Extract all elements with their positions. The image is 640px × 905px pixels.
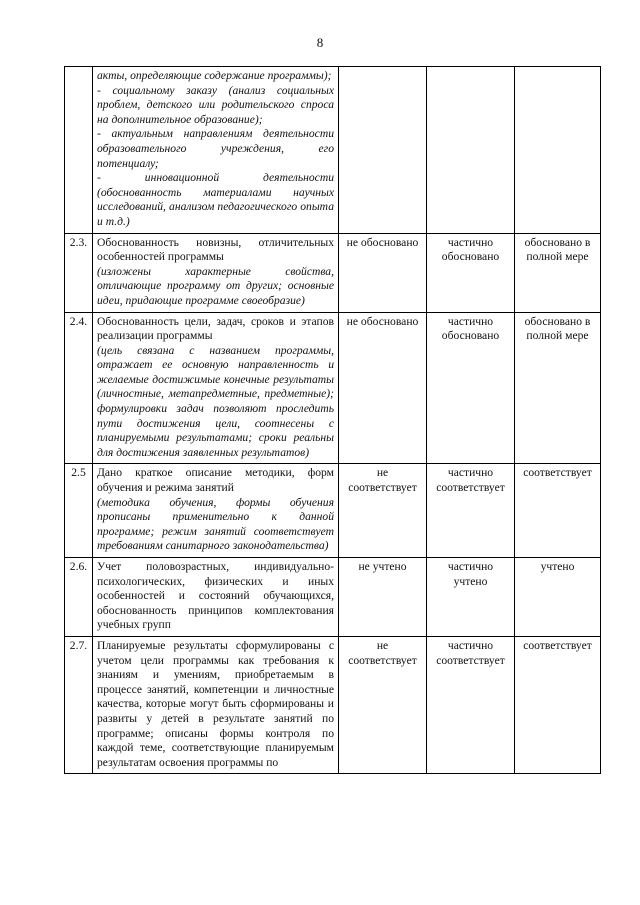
rating-low-cell: не соответствует [339, 464, 427, 558]
row-number: 2.4. [65, 312, 93, 464]
evaluation-table-body [65, 67, 601, 774]
criterion-text: Дано краткое описание методики, форм обучения и режима занятий [97, 466, 334, 495]
criterion-cell [93, 67, 339, 234]
criterion-explanation: - актуальным направлениям деятельности образовательного учреждения, его потенциалу; [97, 127, 334, 170]
row-number: 2.7. [65, 636, 93, 773]
criterion-explanation: - социальному заказу (анализ социальных проблем, детского или родительского спроса на дополнительное образование); [97, 83, 334, 126]
table-row [65, 67, 601, 234]
rating-low-cell: не учтено [339, 558, 427, 637]
rating-partial-cell: частично обосновано [427, 233, 515, 312]
rating-partial-cell: частично соответствует [427, 464, 515, 558]
criterion-text: Обоснованность цели, задач, сроков и этапов реализации программы [97, 314, 334, 343]
criterion-cell [93, 636, 339, 773]
page-number: 8 [316, 35, 324, 50]
criterion-explanation: (изложены характерные свойства, отличающие программу от других; основные идеи, придающие программе своеобразие) [97, 264, 334, 307]
table-row [65, 558, 601, 637]
criterion-cell [93, 312, 339, 464]
table-row [65, 636, 601, 773]
evaluation-table [64, 66, 601, 774]
criterion-cell [93, 233, 339, 312]
rating-full-cell: соответствует [515, 636, 601, 773]
criterion-cell [93, 464, 339, 558]
rating-full-cell [515, 67, 601, 234]
rating-partial-cell: частично обосновано [427, 312, 515, 464]
row-number: 2.5 [65, 464, 93, 558]
row-number [65, 67, 93, 234]
criterion-text: Обоснованность новизны, отличительных особенностей программы [97, 235, 334, 264]
criterion-cell [93, 558, 339, 637]
rating-low-cell [339, 67, 427, 234]
criterion-text: Учет половозрастных, индивидуально-психологических, физических и иных особенностей и состояний обучающихся, обоснованность принципов комплектования учебных групп [97, 560, 334, 632]
rating-full-cell: учтено [515, 558, 601, 637]
rating-low-cell: не соответствует [339, 636, 427, 773]
rating-partial-cell [427, 67, 515, 234]
rating-partial-cell: частично учтено [427, 558, 515, 637]
table-row [65, 233, 601, 312]
table-row [65, 312, 601, 464]
criterion-text: Планируемые результаты сформулированы с учетом цели программы как требования к знаниям и умениям, приобретаемым в процессе занятий, компетенции и личностные качества, которые могут быть сформированы и развиты у детей в результате занятий по программе; описаны формы контроля по каждой теме, соответствующие планируемым результатам освоения программы по [97, 638, 334, 769]
criterion-explanation: (методика обучения, формы обучения прописаны применительно к данной программе; режим занятий соответствует требованиям санитарного законодательства) [97, 495, 334, 553]
row-number: 2.3. [65, 233, 93, 312]
criterion-explanation: акты, определяющие содержание программы); [97, 69, 332, 82]
rating-full-cell: обосновано в полной мере [515, 312, 601, 464]
rating-full-cell: соответствует [515, 464, 601, 558]
rating-low-cell: не обосновано [339, 233, 427, 312]
rating-full-cell: обосновано в полной мере [515, 233, 601, 312]
rating-low-cell: не обосновано [339, 312, 427, 464]
criterion-explanation: (цель связана с названием программы, отражает ее основную направленность и желаемые достижимые конечные результаты (личностные, метапредметные, предметные); формулировки задач позволяют проследить пути достижения цели, соотнесены с планируемыми результатами; сроки реальны для достижения заявленных результатов) [97, 343, 334, 459]
row-number: 2.6. [65, 558, 93, 637]
criterion-explanation: - инновационной деятельности (обоснованность материалами научных исследований, анализом педагогического опыта и т.д.) [97, 171, 334, 228]
table-row [65, 464, 601, 558]
rating-partial-cell: частично соответствует [427, 636, 515, 773]
